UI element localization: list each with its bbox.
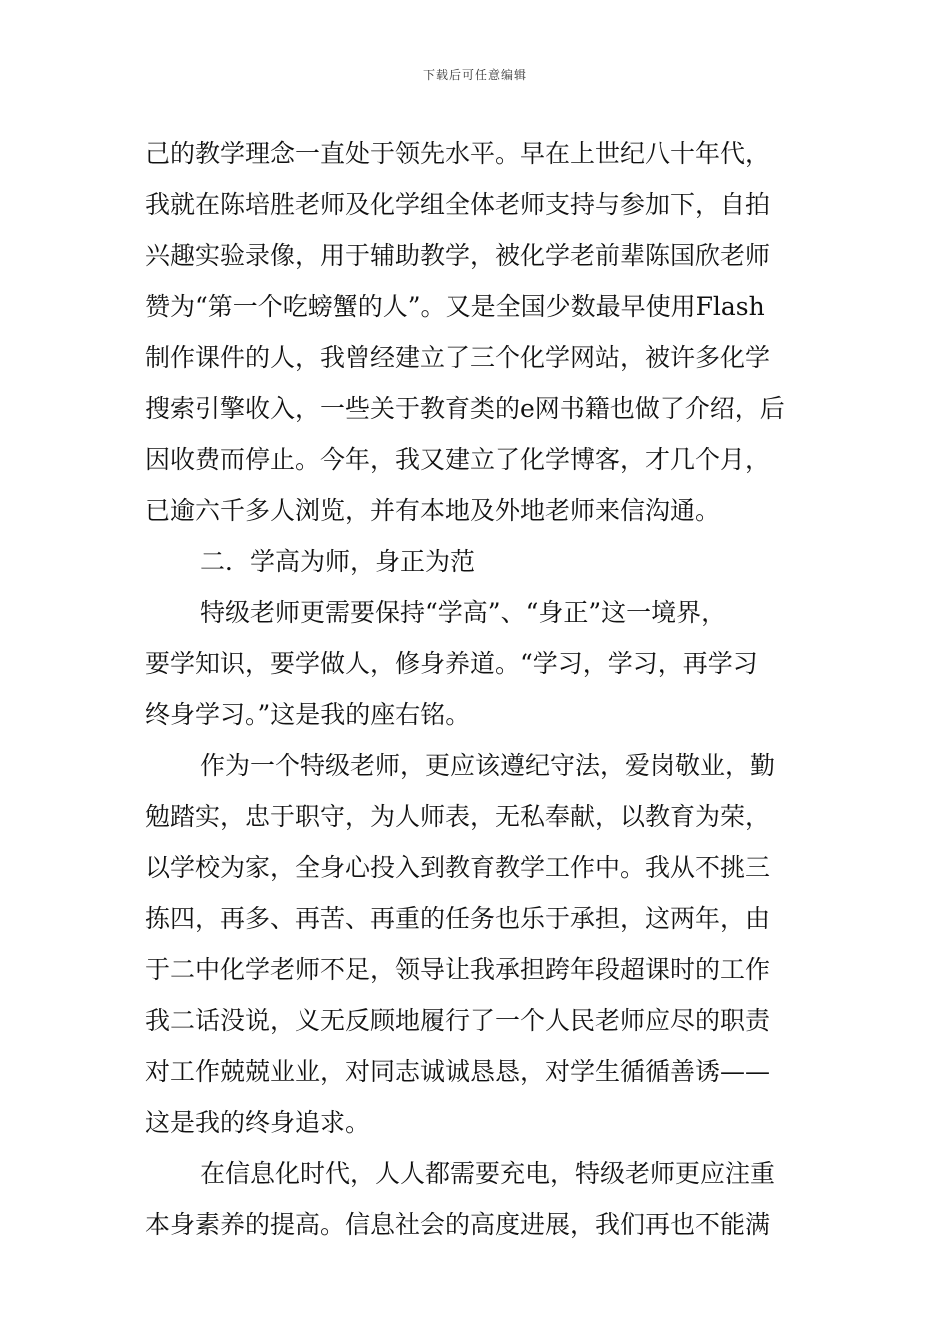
text-line: 赞为“第一个吃螃蟹的人”。又是全国少数最早使用Flash (145, 292, 765, 321)
text-line: 因收费而停止。今年，我又建立了化学博客，才几个月， (145, 445, 771, 474)
text-line: 终身学习。”这是我的座右铭。 (145, 700, 471, 729)
text-line: 本身素养的提高。信息社会的高度进展，我们再也不能满 (145, 1210, 771, 1239)
text-line: 拣四，再多、再苦、再重的任务也乐于承担，这两年，由 (145, 904, 771, 933)
text-line: 己的教学理念一直处于领先水平。早在上世纪八十年代， (145, 139, 771, 168)
text-line: 在信息化时代，人人都需要充电，特级老师更应注重 (200, 1159, 776, 1188)
page-header: 下载后可任意编辑 (422, 68, 527, 82)
text-line: 我就在陈培胜老师及化学组全体老师支持与参加下，自拍 (145, 190, 771, 219)
text-line: 制作课件的人，我曾经建立了三个化学网站，被许多化学 (145, 343, 771, 372)
text-line: 兴趣实验录像，用于辅助教学，被化学老前辈陈国欣老师 (145, 241, 771, 270)
text-line: 这是我的终身追求。 (145, 1108, 371, 1137)
text-line: 已逾六千多人浏览，并有本地及外地老师来信沟通。 (145, 496, 721, 525)
body-text (145, 128, 810, 1250)
section-heading: 二．学高为师，身正为范 (200, 547, 476, 576)
text-line: 于二中化学老师不足，领导让我承担跨年段超课时的工作 (145, 955, 771, 984)
text-line: 作为一个特级老师，更应该遵纪守法，爱岗敬业，勤 (200, 751, 776, 780)
text-line: 以学校为家，全身心投入到教育教学工作中。我从不挑三 (145, 853, 771, 882)
text-line: 勉踏实，忠于职守，为人师表，无私奉献，以教育为荣， (145, 802, 771, 831)
text-line: 我二话没说，义无反顾地履行了一个人民老师应尽的职责 (145, 1006, 771, 1035)
text-line: 搜索引擎收入，一些关于教育类的e网书籍也做了介绍，后 (145, 394, 785, 423)
text-line: 特级老师更需要保持“学高”、“身正”这一境界， (200, 598, 727, 627)
text-line: 要学知识，要学做人，修身养道。“学习，学习，再学习 (145, 649, 758, 678)
text-line: 对工作兢兢业业，对同志诚诚恳恳，对学生循循善诱—— (145, 1057, 771, 1086)
